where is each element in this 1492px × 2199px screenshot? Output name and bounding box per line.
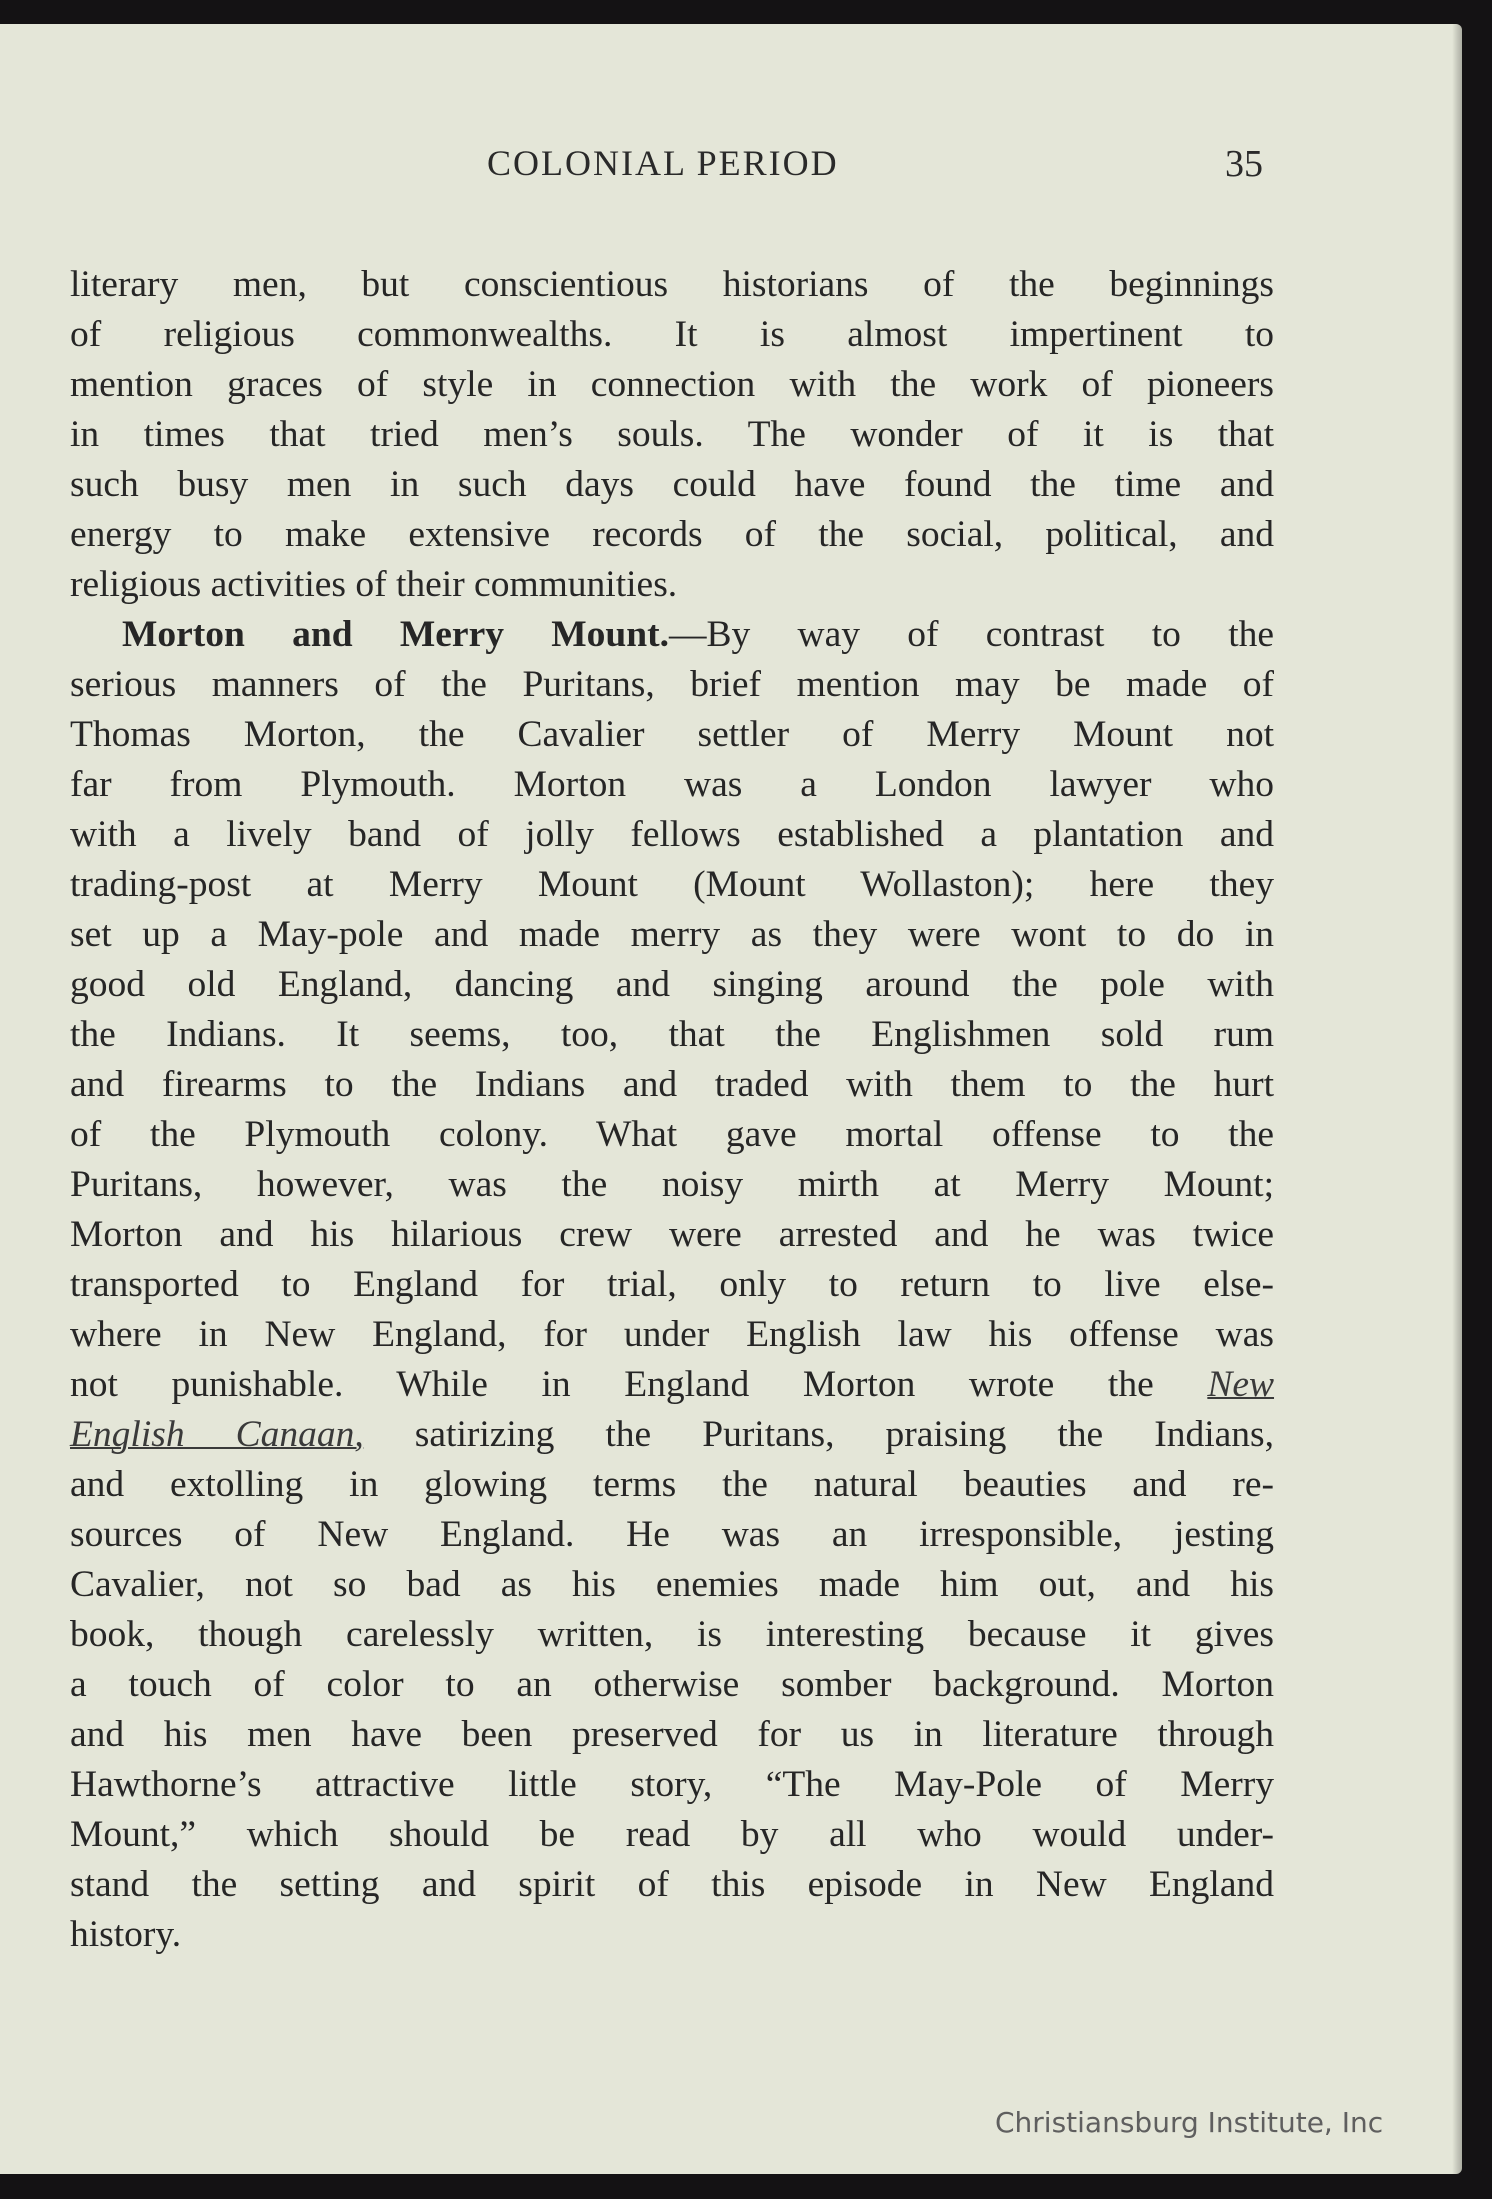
paragraph-line: with a lively band of jolly fellows established a plantation and [70, 814, 1274, 855]
book-page [0, 24, 1462, 2174]
paragraph-line: Puritans, however, was the noisy mirth at Merry Mount; [70, 1164, 1274, 1205]
paragraph-line: and his men have been preserved for us in literature through [70, 1714, 1274, 1755]
paragraph-line: a touch of color to an otherwise somber background. Morton [70, 1664, 1274, 1705]
paragraph-line: religious activities of their communities. [70, 564, 678, 605]
paragraph-line: of religious commonwealths. It is almost impertinent to [70, 314, 1274, 355]
paragraph-line [70, 1360, 1274, 1410]
paragraph-line: set up a May-pole and made merry as they were wont to do in [70, 914, 1274, 955]
paragraph-line: in times that tried men’s souls. The wonder of it is that [70, 414, 1274, 455]
paragraph-line: Thomas Morton, the Cavalier settler of Merry Mount not [70, 714, 1274, 755]
paragraph-line: serious manners of the Puritans, brief mention may be made of [70, 664, 1274, 705]
paragraph-line: history. [70, 1914, 182, 1955]
paragraph-line: book, though carelessly written, is interesting because it gives [70, 1614, 1274, 1655]
paragraph-line: energy to make extensive records of the social, political, and [70, 514, 1274, 555]
paragraph-line: of the Plymouth colony. What gave mortal offense to the [70, 1114, 1274, 1155]
paragraph-line: Hawthorne’s attractive little story, “The May-Pole of Merry [70, 1764, 1274, 1805]
watermark: Christiansburg Institute, Inc [995, 2106, 1384, 2139]
line-text: satirizing the Puritans, praising the Indians, [363, 1414, 1274, 1455]
paragraph-line: far from Plymouth. Morton was a London lawyer who [70, 764, 1274, 805]
paragraph-line: trading-post at Merry Mount (Mount Wollaston); here they [70, 864, 1274, 905]
paragraph-line: mention graces of style in connection with the work of pioneers [70, 364, 1274, 405]
running-head-title: COLONIAL PERIOD [487, 143, 839, 183]
paragraph-first-line [70, 610, 1274, 660]
paragraph-line: transported to England for trial, only to return to live else- [70, 1264, 1274, 1305]
paragraph-line: Mount,” which should be read by all who would under- [70, 1814, 1274, 1855]
book-title-underlined: New [1207, 1364, 1275, 1405]
running-head [0, 142, 1462, 192]
line-text: not punishable. While in England Morton wrote the [70, 1364, 1154, 1405]
body-text [70, 260, 1274, 1960]
book-title-underlined: English Canaan, [70, 1414, 364, 1455]
paragraph-line [70, 1410, 1274, 1460]
paragraph-line: literary men, but conscientious historians of the beginnings [70, 264, 1274, 305]
paragraph-line: the Indians. It seems, too, that the Englishmen sold rum [70, 1014, 1274, 1055]
page-number: 35 [1225, 143, 1263, 185]
paragraph-line: Cavalier, not so bad as his enemies made him out, and his [70, 1564, 1274, 1605]
heading-continuation: —By way of contrast to the [668, 614, 1275, 655]
paragraph-line: good old England, dancing and singing around the pole with [70, 964, 1274, 1005]
section-heading: Morton and Merry Mount. [122, 614, 669, 655]
paragraph-line: where in New England, for under English law his offense was [70, 1314, 1274, 1355]
paragraph-line: and firearms to the Indians and traded with them to the hurt [70, 1064, 1274, 1105]
paragraph-line: sources of New England. He was an irresponsible, jesting [70, 1514, 1274, 1555]
paragraph-line: and extolling in glowing terms the natural beauties and re- [70, 1464, 1274, 1505]
paragraph-line: stand the setting and spirit of this episode in New England [70, 1864, 1274, 1905]
paragraph-line: Morton and his hilarious crew were arrested and he was twice [70, 1214, 1274, 1255]
paragraph-line: such busy men in such days could have found the time and [70, 464, 1274, 505]
